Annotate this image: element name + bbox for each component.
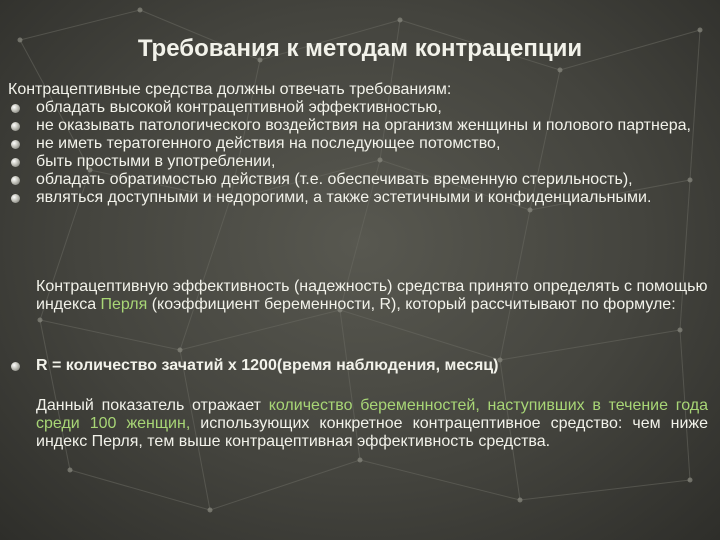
meaning-text-after: использующих конкретное контрацептивное средство: чем ниже индекс Перля, тем выше контрацептивная эффективность средства. xyxy=(36,415,708,450)
requirement-item xyxy=(8,117,714,135)
requirement-text: не иметь тератогенного действия на последующее потомство, xyxy=(36,135,501,152)
pearl-text-after: (коэффициент беременности, R), который рассчитывают по формуле: xyxy=(147,296,676,313)
bullet-icon xyxy=(11,104,20,113)
bullet-icon xyxy=(11,122,20,131)
formula-text: R = количество зачатий х 1200(время наблюдения, месяц) xyxy=(36,357,499,374)
requirement-item xyxy=(8,189,714,207)
requirement-text: обладать обратимостью действия (т.е. обеспечивать временную стерильность), xyxy=(36,171,633,188)
requirement-text: быть простыми в употреблении, xyxy=(36,153,276,170)
pearl-formula xyxy=(8,357,714,375)
requirement-item xyxy=(8,99,714,117)
pearl-text-before: Контрацептивную эффективность (надежность) средства принято определять с помощью индекса xyxy=(36,278,708,313)
pearl-index-paragraph xyxy=(36,278,712,314)
bullet-icon xyxy=(11,140,20,149)
bullet-icon xyxy=(11,194,20,203)
requirement-text: не оказывать патологического воздействия на организм женщины и полового партнера, xyxy=(36,117,691,134)
meaning-text-before: Данный показатель отражает xyxy=(36,397,269,414)
requirement-text: являться доступными и недорогими, а также эстетичными и конфиденциальными. xyxy=(36,189,652,206)
requirement-item xyxy=(8,153,714,171)
bullet-icon xyxy=(11,362,20,371)
requirement-item xyxy=(8,135,714,153)
meaning-highlight: количество беременностей, наступивших в течение года среди 100 женщин, xyxy=(36,397,708,432)
bullet-icon xyxy=(11,176,20,185)
requirements-list xyxy=(8,99,714,207)
pearl-index-highlight: Перля xyxy=(100,296,148,313)
bullet-icon xyxy=(11,158,20,167)
slide-title: Требования к методам контрацепции xyxy=(137,35,583,62)
requirement-item xyxy=(8,171,714,189)
index-meaning-paragraph xyxy=(36,397,708,451)
requirement-text: обладать высокой контрацептивной эффективностью, xyxy=(36,99,442,116)
requirements-intro: Контрацептивные средства должны отвечать требованиям: xyxy=(8,81,452,98)
